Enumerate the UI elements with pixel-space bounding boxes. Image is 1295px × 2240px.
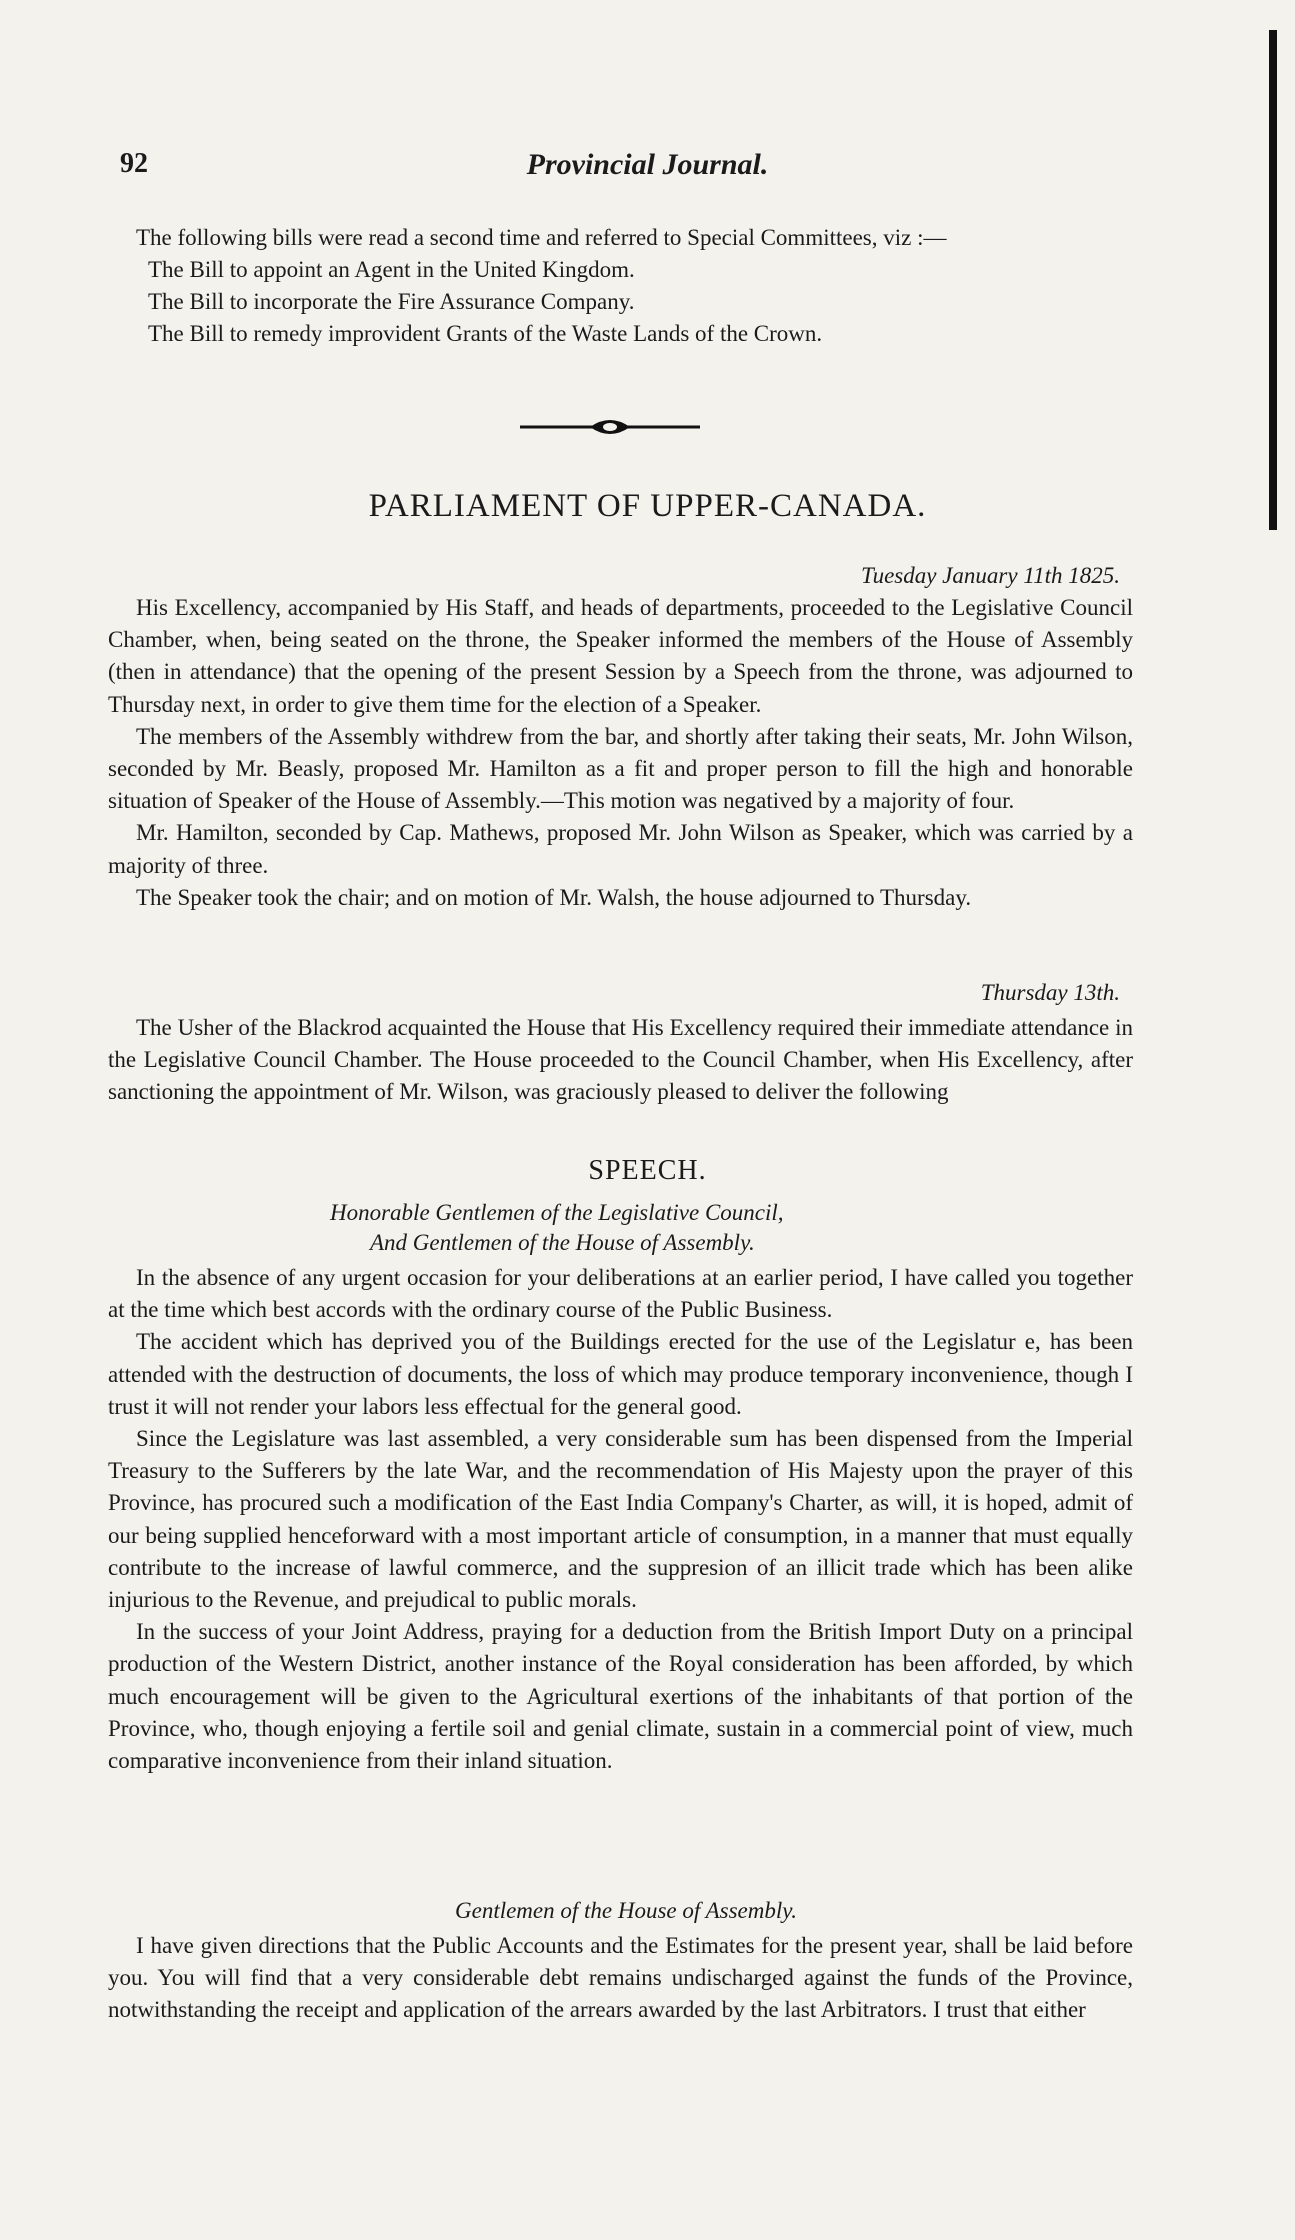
date-tuesday: Tuesday January 11th 1825. <box>861 563 1120 588</box>
bills-intro: The following bills were read a second time and referred to Special Committees, viz :— <box>136 225 947 250</box>
address-council: Honorable Gentlemen of the Legislative Council, <box>330 1200 784 1225</box>
parliament-title: PARLIAMENT OF UPPER-CANADA. <box>368 488 927 524</box>
ornamental-rule <box>520 415 700 439</box>
paragraph: The Usher of the Blackrod acquainted the House that His Excellency required their immediate attendance in the Legislative Council Chamber. The House proceeded to the Council Chamber, when His Excellency, after sanctioning the appointment of Mr. Wilson, was graciously pleased to deliver the following <box>108 1015 1133 1105</box>
proceedings-tuesday <box>108 592 1133 914</box>
address-house: Gentlemen of the House of Assembly. <box>455 1898 797 1923</box>
paragraph: In the success of your Joint Address, praying for a deduction from the British Import Duty on a principal production of the Western District, another instance of the Royal consideration has been afforded, by which much encouragement will be given to the Agricultural exertions of the inhabitants of that portion of the Province, who, though enjoying a fertile soil and genial climate, sustain in a commercial point of view, much comparative inconvenience from their inland situation. <box>108 1619 1133 1774</box>
bill-item: The Bill to incorporate the Fire Assurance Company. <box>148 289 635 315</box>
speech-body-continued <box>108 1930 1133 2027</box>
paragraph: The accident which has deprived you of the Buildings erected for the use of the Legislatur e, has been attended with the destruction of documents, the loss of which may produce temporary inconvenience, though I trust it will not render your labors less effectual for the general good. <box>108 1329 1133 1419</box>
speech-body <box>108 1262 1133 1777</box>
bill-item: The Bill to remedy improvident Grants of the Waste Lands of the Crown. <box>148 321 823 347</box>
date-thursday: Thursday 13th. <box>980 980 1120 1005</box>
binding-edge <box>1269 30 1277 530</box>
paragraph: His Excellency, accompanied by His Staff, and heads of departments, proceeded to the Legislative Council Chamber, when, being seated on the throne, the Speaker informed the members of the House of Assembly (then in attendance) that the opening of the present Session by a Speech from the throne, was adjourned to Thursday next, in order to give them time for the election of a Speaker. <box>108 595 1133 717</box>
paragraph: I have given directions that the Public Accounts and the Estimates for the present year, shall be laid before you. You will find that a very considerable debt remains undischarged against the funds of the Province, notwithstanding the receipt and application of the arrears awarded by the last Arbitrators. I trust that either <box>108 1933 1133 2023</box>
address-assembly: And Gentlemen of the House of Assembly. <box>370 1230 755 1255</box>
paragraph: Mr. Hamilton, seconded by Cap. Mathews, proposed Mr. John Wilson as Speaker, which was carried by a majority of three. <box>108 820 1133 878</box>
proceedings-thursday <box>108 1012 1133 1109</box>
bill-item: The Bill to appoint an Agent in the United Kingdom. <box>148 257 635 283</box>
paragraph: In the absence of any urgent occasion for your deliberations at an earlier period, I have called you together at the time which best accords with the ordinary course of the Public Business. <box>108 1265 1133 1323</box>
paragraph: The Speaker took the chair; and on motion of Mr. Walsh, the house adjourned to Thursday. <box>136 884 972 910</box>
paragraph: Since the Legislature was last assembled, a very considerable sum has been dispensed from the Imperial Treasury to the Sufferers by the late War, and the recommendation of His Majesty upon the prayer of this Province, has procured such a modification of the East India Company's Charter, as will, it is hoped, admit of our being supplied henceforward with a most important article of consumption, in a manner that must equally contribute to the increase of lawful commerce, and the suppresion of an illicit trade which has been alike injurious to the Revenue, and prejudical to public morals. <box>108 1426 1133 1613</box>
speech-title: SPEECH. <box>588 1155 707 1186</box>
page-number: 92 <box>120 148 148 179</box>
paragraph: The members of the Assembly withdrew from the bar, and shortly after taking their seats, Mr. John Wilson, seconded by Mr. Beasly, proposed Mr. Hamilton as a fit and proper person to fill the high and honorable situation of Speaker of the House of Assembly.—This motion was negatived by a majority of four. <box>108 723 1133 814</box>
running-head: Provincial Journal. <box>526 148 769 181</box>
bills-section <box>108 222 1133 350</box>
page-header <box>0 148 1295 188</box>
